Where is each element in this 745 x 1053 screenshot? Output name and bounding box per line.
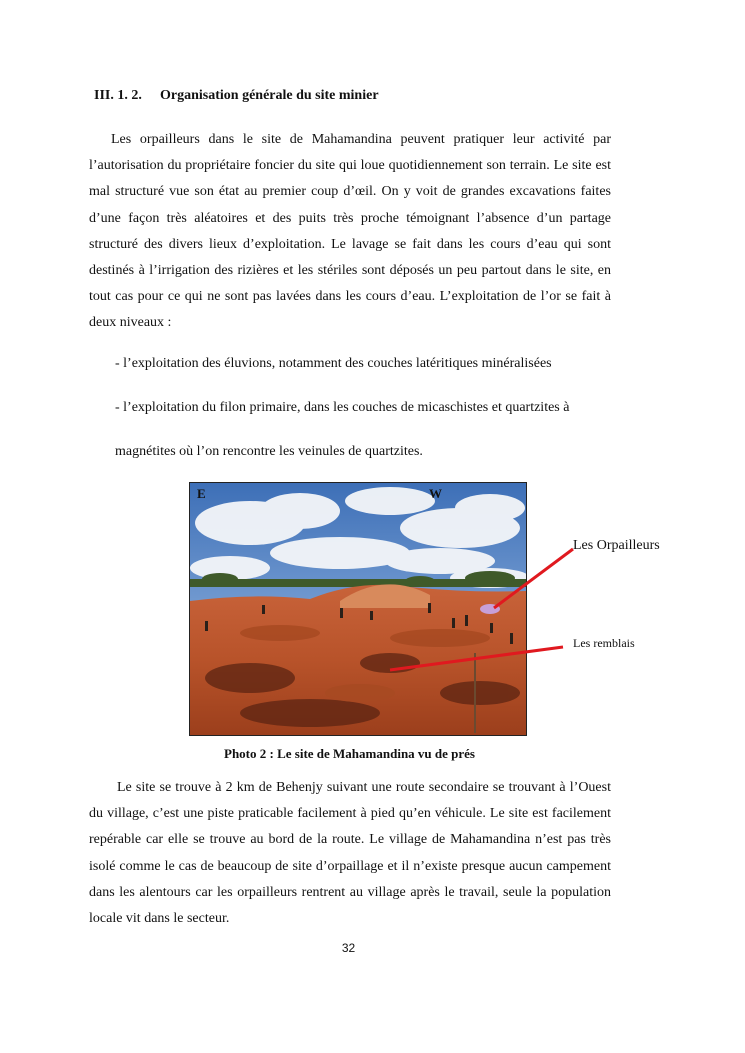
photo-label-west: W <box>429 486 442 501</box>
photo-caption-text: Photo 2 : Le site de Mahamandina vu de prés <box>224 746 475 761</box>
page-number: 32 <box>341 941 356 955</box>
section-title: Organisation générale du site minier <box>160 88 379 103</box>
photo-caption <box>0 746 745 762</box>
paragraph-site-location: Le site se trouve à 2 km de Behenjy suivant une route secondaire se trouvant à l’Ouest du village, c’est une piste praticable facilement à pied qu’en véhicule. Le site est facilement repérable car elle se trouve au bord de la route. Le village de Mahamandina n’est pas très isolé comme le cas de beaucoup de site d’orpaillage et il n’existe presque aucun campement dans les alentours car les orpailleurs rentrent au village après le travail, seule la population locale vit dans le secteur. <box>89 780 611 927</box>
annotation-orpailleurs: Les Orpailleurs <box>573 538 660 553</box>
bullet-eluvions: - l’exploitation des éluvions, notamment des couches latéritiques minéralisées <box>115 356 552 371</box>
photo-label-east: E <box>197 486 206 501</box>
annotation-remblais: Les remblais <box>573 636 635 650</box>
section-number: III. 1. 2. <box>94 88 142 103</box>
arrow-remblais <box>390 647 563 670</box>
paragraph-site-organisation: Les orpailleurs dans le site de Mahamandina peuvent pratiquer leur activité par l’autorisation du propriétaire foncier du site qui loue quotidiennement son terrain. Le site est mal structuré vue son état au premier coup d’œil. On y voit de grandes excavations faites d’une façon très aléatoires et des puits très proche témoignant l’absence d’un partage structuré des divers lieux d’exploitation. Le lavage se fait dans les cours d’eau qui sont destinés à l’irrigation des rizières et les stériles sont déposés un peu partout dans le site, en tout cas pour ce qui ne sont pas lavées dans les cours d’eau. L’exploitation de l’or se fait à deux niveaux : <box>89 132 611 331</box>
bullet-filon-continuation: magnétites où l’on rencontre les veinules de quartzites. <box>115 444 423 459</box>
bullet-filon-primaire: - l’exploitation du filon primaire, dans les couches de micaschistes et quartzites à <box>115 400 570 415</box>
arrow-orpailleurs <box>494 549 573 608</box>
